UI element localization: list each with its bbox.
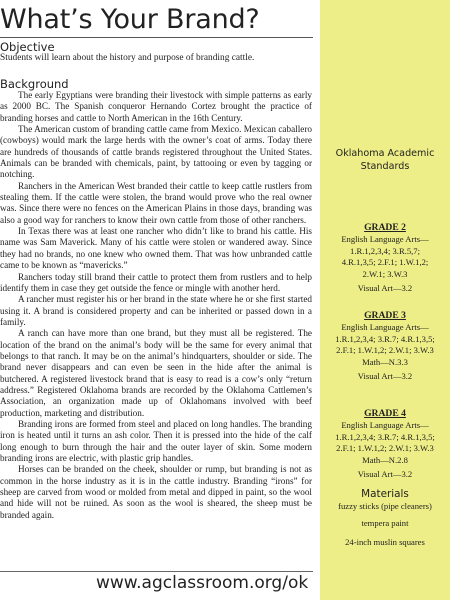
footer-rule xyxy=(0,571,313,572)
grade-4-title: GRADE 4 xyxy=(364,408,406,419)
grade-3-block xyxy=(320,310,450,383)
grade-4-line: 1.R.1,2,3,4; 3.R.7; 4.R.1,3,5; xyxy=(335,431,435,442)
materials-heading: Materials xyxy=(361,488,409,500)
background-paragraph: A ranch can have more than one brand, but they must all be registered. The location of the brand on the animal’s body will be the same for every animal that belongs to that ranch. It may be on the animal’s hindquarters, shoulder or side. The brand never disappears and can even be seen in the hide after the animal is butchered. A registered livestock brand that is easy to read is a cow’s only “return address.” Registered Oklahoma brands are recorded by the Oklahoma Cattlemen’s Association, an organization made up of Oklahomans involved with beef production, marketing and distribution. xyxy=(0,328,312,418)
background-paragraph: Ranchers in the American West branded their cattle to keep cattle rustlers from stealing them. If the cattle were stolen, the brand would prove who the real owner was. Since there were no fences on the American Plains in those days, branding was also a good way for ranchers to know their own cattle from those of other ranchers. xyxy=(0,180,312,225)
background-paragraph: The early Egyptians were branding their livestock with simple patterns as early as 2000 BC. The Spanish conqueror Hernando Cortez brought the practice of branding horses and cattle to North American in the 16th Century. xyxy=(0,90,312,123)
grade-3-line: 1.R.1,2,3,4; 3.R.7; 4.R.1,3,5; xyxy=(335,333,435,344)
objective-heading: Objective xyxy=(0,40,55,54)
grade-2-title: GRADE 2 xyxy=(364,222,406,233)
grade-4-line: English Language Arts— xyxy=(341,420,429,430)
material-item: 24-inch muslin squares xyxy=(345,537,425,547)
grade-2-line: 4.R.1,3,5; 2.F.1; 1.W.1,2; xyxy=(341,257,429,268)
background-paragraph: Horses can be branded on the cheek, shoulder or rump, but branding is not as common in the horse industry as it is in the cattle industry. Branding “irons” for sheep are carved from wood or molded from metal and dipped in paint, so the wool and hide will not be ruined. As soon as the wool is sheared, the sheep must be branded again. xyxy=(0,464,312,520)
grade-2-line: 2.W.1; 3.W.3 xyxy=(362,268,408,279)
grade-2-block xyxy=(320,222,450,295)
grade-4-block xyxy=(320,408,450,481)
grade-2-line: English Language Arts— xyxy=(341,234,429,244)
objective-text: Students will learn about the history and purpose of branding cattle. xyxy=(0,53,255,63)
background-body xyxy=(0,90,312,521)
grade-3-line: 2.F.1; 1.W.1,2; 2.W.1; 3.W.3 xyxy=(336,345,434,356)
grade-3-title: GRADE 3 xyxy=(364,310,406,321)
standards-heading-line: Standards xyxy=(360,161,410,172)
material-item: fuzzy sticks (pipe cleaners) xyxy=(338,501,432,511)
standards-heading xyxy=(320,147,450,173)
background-paragraph: A rancher must register his or her brand in the state where he or she first started using it. A brand is considered property and can be inherited or passed down in a family. xyxy=(0,294,312,327)
background-paragraph: Ranchers today still brand their cattle to protect them from rustlers and to help identify them in case they get outside the fence or mingle with another herd. xyxy=(0,271,312,293)
grade-4-line: 2.F.1; 1.W.1,2; 2.W.1; 3.W.3 xyxy=(336,443,434,454)
grade-3-line: English Language Arts— xyxy=(341,322,429,332)
grade-2-line: 1.R.1,2,3,4; 3.R.5,7; xyxy=(350,245,420,256)
sidebar xyxy=(320,0,450,600)
background-paragraph: Branding irons are formed from steel and placed on long handles. The branding iron is heated until it turns an ash color. Then it is pressed into the hide of the calf long enough to burn through the hair and the outer layer of skin. Some modern branding irons are electric, with plastic grip handles. xyxy=(0,418,312,463)
standards-heading-line: Oklahoma Academic xyxy=(335,148,435,159)
background-paragraph: In Texas there was at least one rancher who didn’t like to brand his cattle. His name was Sam Maverick. Many of his cattle were stolen or wandered away. Since they had no brands, no one knew who owned them. That was how unbranded cattle came to be known as “mavericks.” xyxy=(0,226,312,271)
grade-4-line: Math—N.2.8 xyxy=(362,454,408,465)
footer-url[interactable]: www.agclassroom.org/ok xyxy=(96,573,309,593)
grade-3-visual-art: Visual Art—3.2 xyxy=(357,371,413,382)
grade-4-visual-art: Visual Art—3.2 xyxy=(357,469,413,480)
title-rule xyxy=(0,37,313,38)
background-heading: Background xyxy=(0,77,69,91)
background-paragraph: The American custom of branding cattle came from Mexico. Mexican caballero (cowboys) would mark the large herds with the owner’s coat of arms. Today there are hundreds of thousands of cattle brands registered throughout the United States. Animals can be branded with chemicals, paint, by tattooing or even by tagging or notching. xyxy=(0,124,312,180)
grade-2-visual-art: Visual Art—3.2 xyxy=(357,283,413,294)
page-title: What’s Your Brand? xyxy=(0,4,260,35)
material-item: tempera paint xyxy=(361,518,409,528)
grade-3-line: Math—N.3.3 xyxy=(362,356,408,367)
